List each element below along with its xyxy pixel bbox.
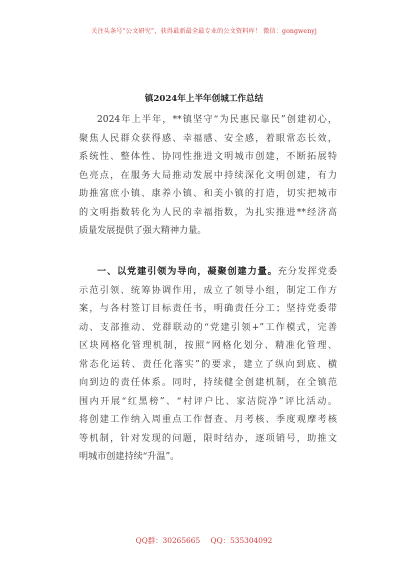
paragraph-line: 聚焦人民群众获得感、幸福感、安全感，着眼常态长效，	[79, 133, 337, 144]
paragraph-line: 等机制，针对发现的问题，限时结办，逐项销号，助推文	[79, 433, 337, 444]
paragraph-intro	[79, 111, 337, 241]
paragraph-text: 充分发挥党委	[277, 267, 337, 277]
paragraph-line: 色亮点，在服务大局推动发展中持续深化文明创建，有力	[79, 170, 337, 181]
footer-qq-group: QQ群：30265665	[135, 536, 201, 545]
paragraph-line: 案，与各村签订目标责任书，明确责任分工；坚持党委带	[79, 304, 337, 314]
paragraph-line: 系统性、整体性、协同性推进文明城市创建，不断拓展特	[79, 152, 337, 162]
paragraph-line: 围内开展“红黑榜”、“村评户比、家洁院净”评比活动。	[79, 396, 337, 407]
footer-contact	[0, 535, 408, 546]
paragraph-line: 区块网格化管理机制，按照“网格化划分、精准化管理、	[79, 341, 337, 351]
paragraph-line	[79, 263, 337, 282]
paragraph-line: 示范引领、统筹协调作用，成立了领导小组，制定工作方	[79, 285, 337, 296]
paragraph-line: 2024年上半年，**镇坚守“为民惠民靠民”创建初心，	[97, 115, 337, 125]
header-banner: 关注头条号“公文研究”，获得最新最全最专业的公文资料库！ 微信：gongwenyj	[91, 28, 317, 35]
paragraph-line: 助推富庶小镇、康养小镇、和美小镇的打造，切实把城市	[79, 189, 337, 199]
paragraph-line: 动、支部推动、党群联动的“党建引领+”工作模式，完善	[79, 322, 337, 333]
footer-qq: QQ：535304092	[210, 536, 273, 545]
paragraph-line: 常态化运转、责任化落实”的要求，建立了纵向到底、横	[79, 359, 337, 370]
section-heading: 一、以党建引领为导向，凝聚创建力量。	[97, 266, 278, 277]
paragraph-line: 明城市创建持续“升温”。	[79, 452, 180, 462]
paragraph-line: 将创建工作纳入周重点工作督查、月考核、季度观摩考核	[79, 415, 337, 425]
paragraph-line: 质量发展提供了强大精神力量。	[79, 226, 207, 236]
paragraph-line: 向到边的责任体系。同时，持续健全创建机制，在全镇范	[79, 378, 337, 388]
document-title: 镇2024年上半年创城工作总结	[144, 94, 264, 104]
paragraph-section-1	[79, 263, 337, 467]
paragraph-line: 的文明指数转化为人民的幸福指数，为扎实推进**经济高	[79, 207, 337, 218]
